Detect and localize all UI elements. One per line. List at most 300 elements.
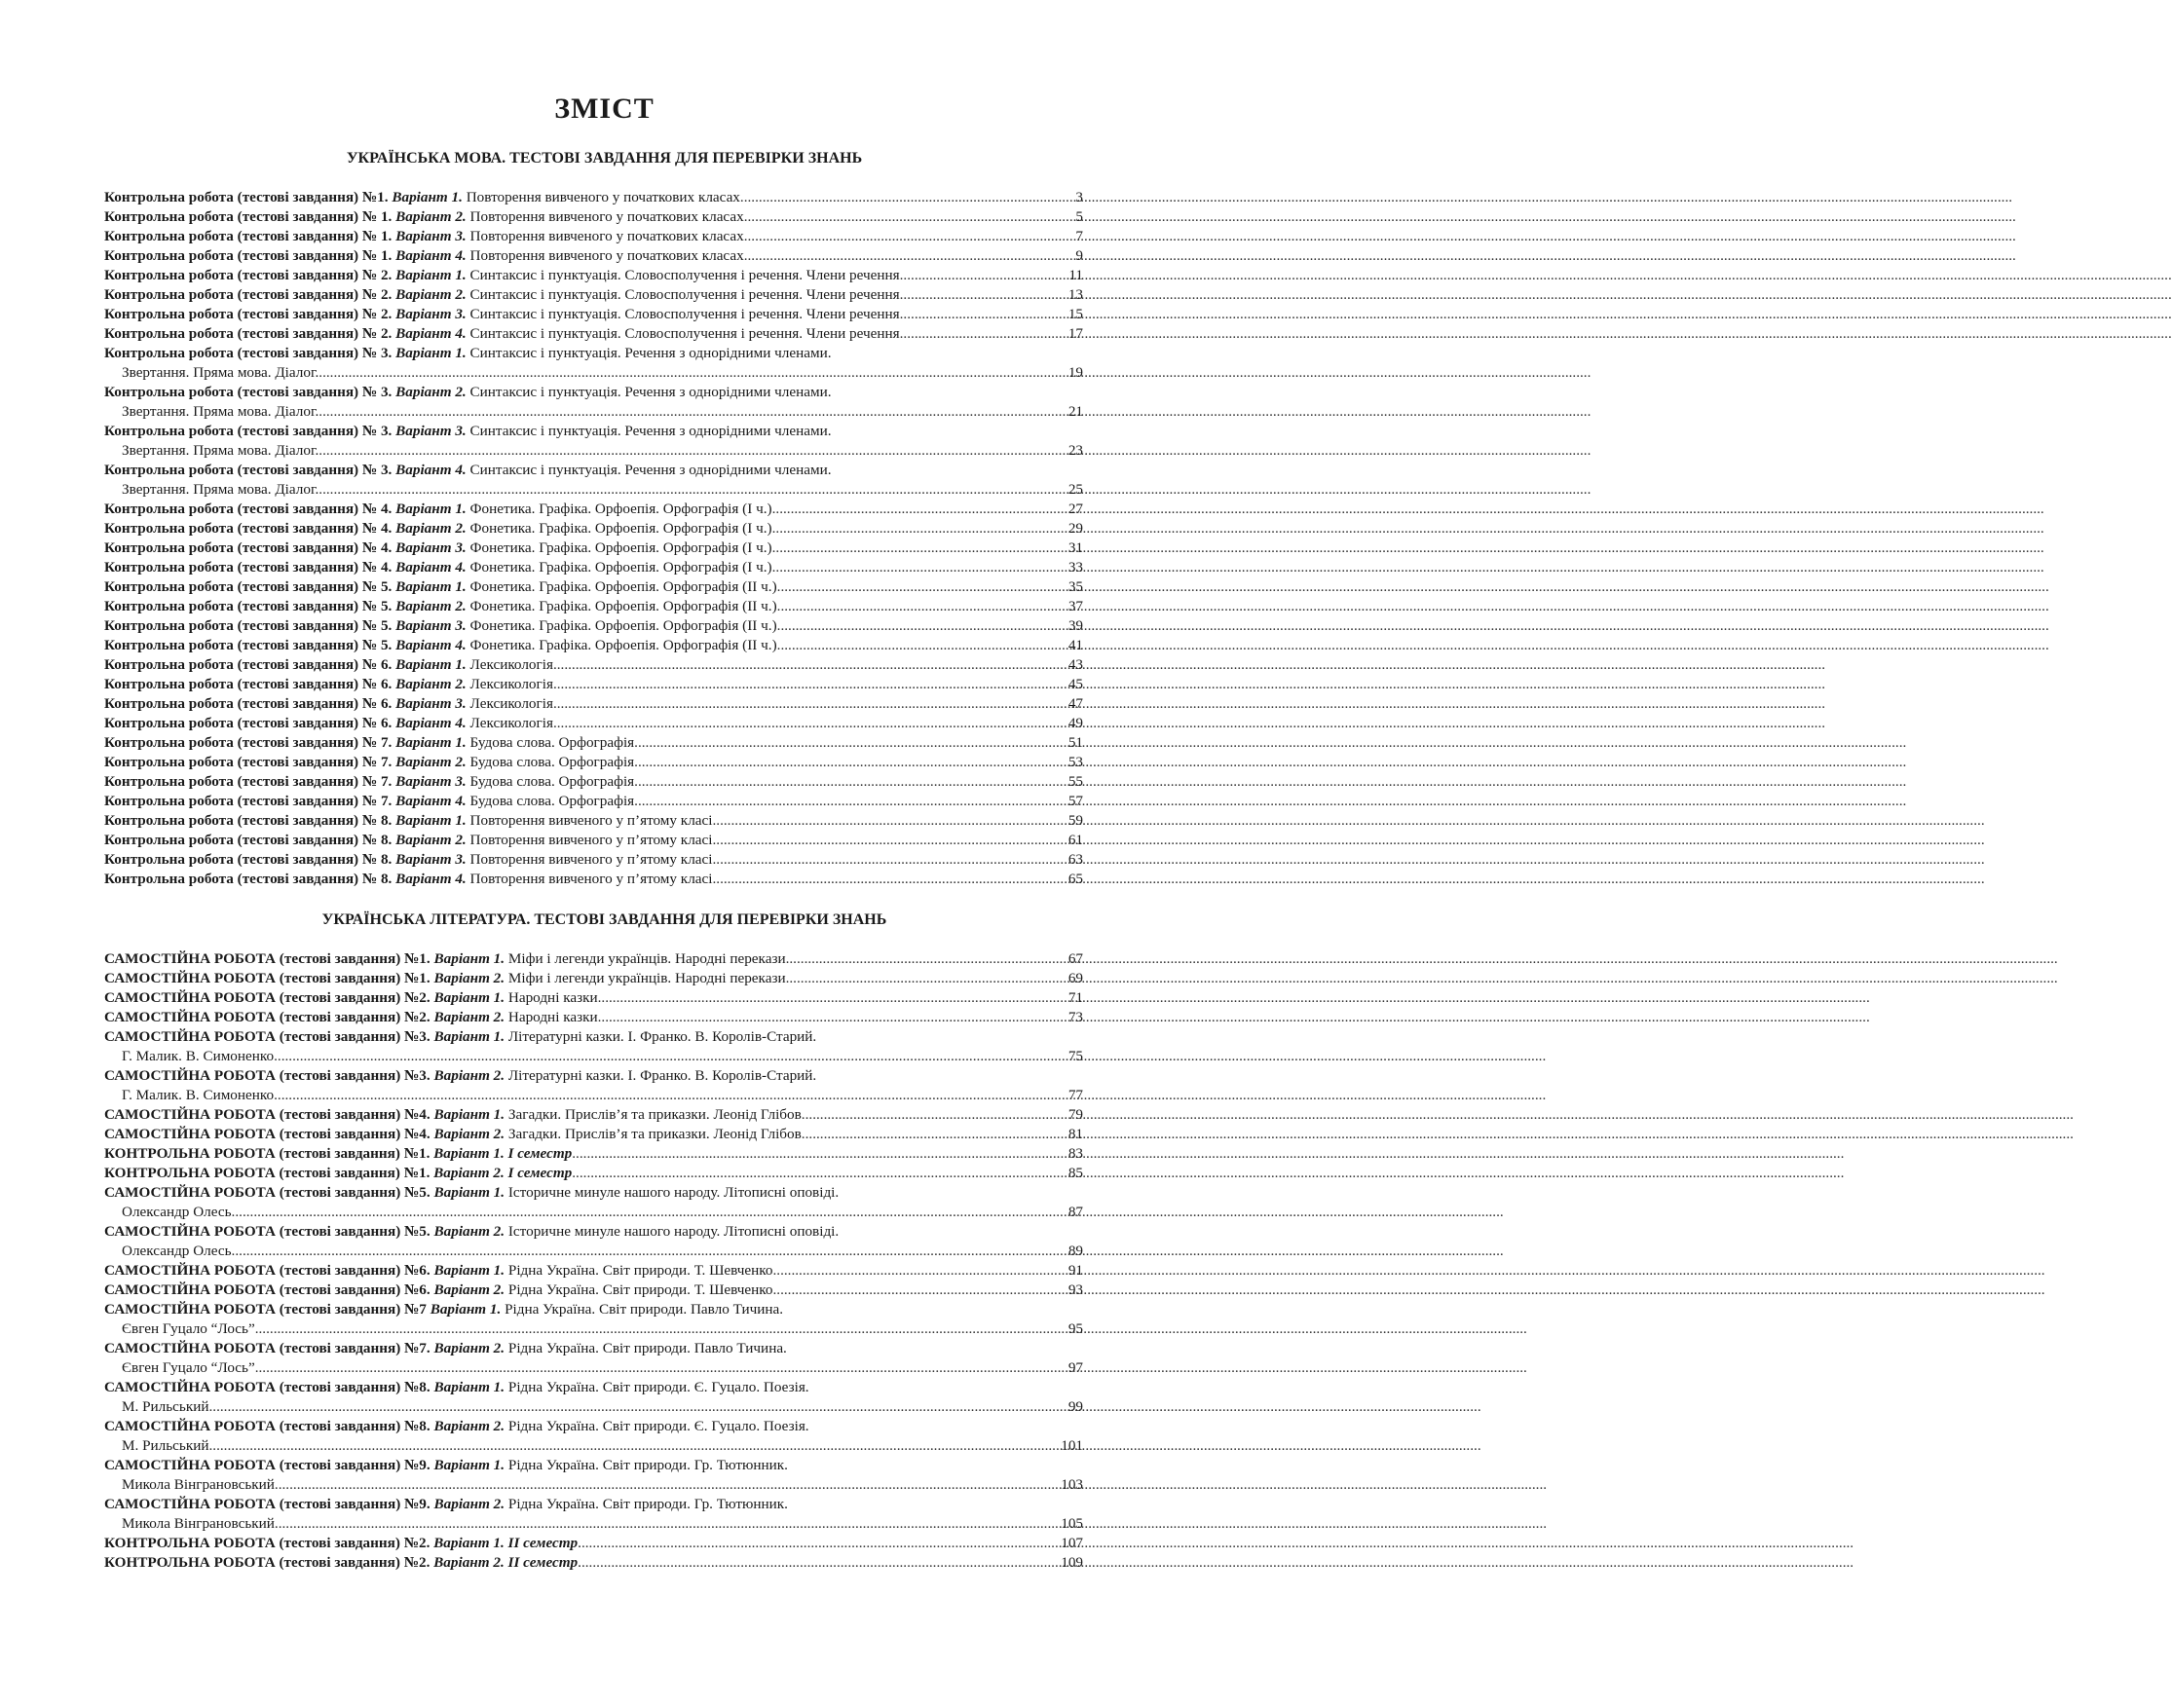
- toc-page-number: 107: [1061, 1535, 1083, 1551]
- toc-page-number: 61: [1067, 832, 1083, 848]
- toc-entry[interactable]: [104, 1164, 1083, 1183]
- toc-entry-text: [104, 1378, 809, 1397]
- toc-entry-work-type: Контрольна робота (тестові завдання) № 4.: [104, 520, 396, 537]
- toc-entry-variant: Варіант 2.: [433, 1496, 506, 1512]
- toc-entry[interactable]: [104, 597, 1083, 616]
- toc-entry[interactable]: [104, 266, 1083, 285]
- dot-leader: [802, 1125, 1067, 1144]
- toc-entry[interactable]: [104, 1534, 1083, 1553]
- toc-entry-variant: Варіант 2.: [395, 208, 467, 225]
- toc-entry[interactable]: [104, 753, 1083, 772]
- toc-entry-variant: Варіант 2.: [433, 1340, 506, 1356]
- toc-entry-work-type: Контрольна робота (тестові завдання) № 5.: [104, 637, 396, 653]
- toc-entry-variant: Варіант 3.: [395, 228, 467, 244]
- toc-entry-text: [104, 949, 786, 969]
- toc-entry-work-type: КОНТРОЛЬНА РОБОТА (тестові завдання) №2.: [104, 1554, 434, 1571]
- toc-entry-line: [104, 1553, 1083, 1573]
- toc-page-number: 55: [1067, 773, 1083, 790]
- toc-list-language: [104, 188, 1083, 889]
- toc-page-number: 23: [1067, 442, 1083, 459]
- toc-entry-topic: Повторення вивченого у п’ятому класі: [466, 812, 713, 829]
- toc-entry-line: [104, 266, 1083, 285]
- toc-page-number: 5: [1075, 208, 1083, 225]
- toc-entry-variant: Варіант 1.: [395, 812, 467, 829]
- toc-page-number: 109: [1061, 1554, 1083, 1571]
- toc-entry[interactable]: [104, 675, 1083, 694]
- toc-entry[interactable]: [104, 1183, 1083, 1222]
- dot-leader: [772, 1261, 1067, 1281]
- toc-entry-text: [104, 655, 553, 675]
- toc-entry-line: [104, 577, 1083, 597]
- toc-entry-text: [104, 772, 634, 792]
- toc-entry-text: [122, 1397, 208, 1417]
- toc-entry-line: [104, 1222, 1083, 1242]
- dot-leader: [553, 655, 1067, 675]
- toc-page-number: 27: [1067, 501, 1083, 517]
- toc-entry[interactable]: [104, 1339, 1083, 1378]
- toc-entry-line: [104, 461, 1083, 480]
- toc-entry-line: [104, 675, 1083, 694]
- toc-entry-topic: Рідна Україна. Світ природи. Гр. Тютюнник.: [505, 1496, 788, 1512]
- toc-entry-line: [104, 988, 1083, 1008]
- toc-entry-line: [104, 1261, 1083, 1281]
- toc-entry[interactable]: [104, 305, 1083, 324]
- toc-entry-line: [104, 227, 1083, 246]
- dot-leader: [772, 500, 1067, 519]
- toc-entry-topic: Будова слова. Орфографія: [466, 754, 635, 770]
- toc-entry-line: [104, 558, 1083, 577]
- toc-entry-text: [104, 1183, 839, 1203]
- toc-entry-variant: Варіант 2.: [433, 1126, 506, 1142]
- toc-entry[interactable]: [104, 344, 1083, 383]
- toc-entry[interactable]: [104, 655, 1083, 675]
- toc-page-number: 21: [1067, 403, 1083, 420]
- dot-leader: [255, 1319, 1067, 1339]
- toc-entry-variant: Варіант 2.: [395, 754, 467, 770]
- toc-entry-work-type: САМОСТІЙНА РОБОТА (тестові завдання) №8.: [104, 1418, 434, 1434]
- toc-page-number: 7: [1075, 228, 1083, 244]
- toc-entry-variant: Варіант 1.: [392, 189, 463, 205]
- toc-entry-variant: Варіант 3.: [395, 617, 467, 634]
- toc-entry[interactable]: [104, 422, 1083, 461]
- toc-entry-variant: Варіант 4.: [395, 247, 467, 264]
- toc-entry[interactable]: [104, 246, 1083, 266]
- dot-leader: [634, 733, 1067, 753]
- toc-entry-text: [104, 1008, 598, 1027]
- toc-entry-text: [122, 1514, 275, 1534]
- toc-page-number: 89: [1067, 1243, 1083, 1259]
- toc-entry[interactable]: [104, 850, 1083, 870]
- toc-entry-text: [104, 1144, 572, 1164]
- toc-entry-text: [104, 1553, 581, 1573]
- toc-entry-variant: Варіант 4.: [395, 715, 467, 731]
- toc-entry-text: [104, 870, 712, 889]
- toc-entry[interactable]: [104, 831, 1083, 850]
- toc-entry-topic: Повторення вивченого у початкових класах: [462, 189, 740, 205]
- toc-entry-work-type: Контрольна робота (тестові завдання) № 7.: [104, 773, 396, 790]
- toc-page-number: 39: [1067, 617, 1083, 634]
- toc-entry-variant: Варіант 2.: [433, 1223, 506, 1240]
- toc-entry-topic: Історичне минуле нашого народу. Літописні оповіді.: [505, 1184, 840, 1201]
- toc-page-number: 91: [1067, 1262, 1083, 1279]
- toc-page-number: 65: [1067, 871, 1083, 887]
- toc-entry-line: [104, 870, 1083, 889]
- toc-entry-work-type: САМОСТІЙНА РОБОТА (тестові завдання) №1.: [104, 970, 434, 986]
- toc-entry[interactable]: [104, 811, 1083, 831]
- toc-entry[interactable]: [104, 1105, 1083, 1125]
- toc-entry[interactable]: [104, 1281, 1083, 1300]
- toc-entry-line: [104, 207, 1083, 227]
- toc-entry-variant: Варіант 2.: [433, 1281, 506, 1298]
- toc-entry[interactable]: [104, 188, 1083, 207]
- dot-leader: [572, 1164, 1067, 1183]
- toc-entry[interactable]: [104, 988, 1083, 1008]
- toc-entry-line: [104, 1008, 1083, 1027]
- toc-entry[interactable]: [104, 1417, 1083, 1456]
- dot-leader: [900, 305, 1067, 324]
- toc-entry[interactable]: [104, 383, 1083, 422]
- toc-entry[interactable]: [104, 1027, 1083, 1066]
- toc-entry-variant: Варіант 2.: [433, 970, 506, 986]
- toc-entry-text: [104, 383, 832, 402]
- toc-entry-line: [104, 636, 1083, 655]
- toc-entry-text: [104, 1261, 772, 1281]
- toc-entry-topic-continued: Звертання. Пряма мова. Діалог.: [122, 364, 319, 381]
- dot-leader: [777, 597, 1067, 616]
- dot-leader: [275, 1475, 1060, 1495]
- toc-entry[interactable]: [104, 1456, 1083, 1495]
- toc-entry-line: [104, 753, 1083, 772]
- dot-leader: [318, 363, 1067, 383]
- toc-entry-line: [104, 1534, 1083, 1553]
- toc-entry-topic: Рідна Україна. Світ природи. Павло Тичина.: [505, 1340, 787, 1356]
- dot-leader: [634, 792, 1067, 811]
- toc-entry[interactable]: [104, 324, 1083, 344]
- dot-leader: [772, 538, 1067, 558]
- toc-entry[interactable]: [104, 461, 1083, 500]
- toc-entry-work-type: САМОСТІЙНА РОБОТА (тестові завдання) №2.: [104, 1009, 434, 1025]
- toc-entry[interactable]: [104, 714, 1083, 733]
- toc-entry-topic-continued: Микола Вінграновський: [122, 1515, 275, 1532]
- toc-entry[interactable]: [104, 1495, 1083, 1534]
- toc-entry-topic-continued: Г. Малик. В. Симоненко: [122, 1048, 275, 1064]
- toc-entry-variant: Варіант 2.: [395, 676, 467, 692]
- toc-entry-line: [104, 733, 1083, 753]
- toc-entry[interactable]: [104, 1222, 1083, 1261]
- toc-entry-work-type: Контрольна робота (тестові завдання) № 2.: [104, 306, 396, 322]
- toc-entry-line-continued: [104, 1242, 1083, 1261]
- toc-entry-work-type: САМОСТІЙНА РОБОТА (тестові завдання) №9.: [104, 1457, 434, 1473]
- toc-entry-work-type: Контрольна робота (тестові завдання) № 2.: [104, 267, 396, 283]
- toc-entry[interactable]: [104, 870, 1083, 889]
- toc-entry-line: [104, 246, 1083, 266]
- toc-entry-variant: Варіант 1.: [395, 501, 467, 517]
- toc-entry[interactable]: [104, 1144, 1083, 1164]
- toc-entry-variant: Варіант 2.: [395, 520, 467, 537]
- toc-entry-work-type: КОНТРОЛЬНА РОБОТА (тестові завдання) №2.: [104, 1535, 434, 1551]
- toc-entry-topic: Повторення вивченого у п’ятому класі: [466, 851, 713, 868]
- toc-entry-work-type: Контрольна робота (тестові завдання) № 2.: [104, 325, 396, 342]
- dot-leader: [553, 694, 1067, 714]
- toc-entry[interactable]: [104, 227, 1083, 246]
- toc-entry-work-type: САМОСТІЙНА РОБОТА (тестові завдання) №6.: [104, 1262, 434, 1279]
- toc-entry-text: [104, 577, 777, 597]
- toc-entry-line-continued: [104, 441, 1083, 461]
- toc-entry-text: [104, 1125, 802, 1144]
- toc-entry-line: [104, 1339, 1083, 1358]
- toc-entry-variant: Варіант 2.: [433, 1418, 506, 1434]
- toc-entry[interactable]: [104, 636, 1083, 655]
- toc-entry-line: [104, 772, 1083, 792]
- toc-entry-work-type: Контрольна робота (тестові завдання) № 6.: [104, 676, 396, 692]
- toc-entry-topic: Повторення вивченого у п’ятому класі: [466, 871, 713, 887]
- toc-entry-line: [104, 1105, 1083, 1125]
- toc-page-number: 75: [1067, 1048, 1083, 1064]
- toc-page-number: 19: [1067, 364, 1083, 381]
- toc-entry-line-continued: [104, 363, 1083, 383]
- toc-entry-line: [104, 831, 1083, 850]
- dot-leader: [553, 714, 1067, 733]
- toc-entry-variant: Варіант 3.: [395, 306, 467, 322]
- dot-leader: [772, 1281, 1067, 1300]
- toc-entry-variant: Варіант 2.: [395, 598, 467, 614]
- toc-entry-text: [104, 675, 553, 694]
- toc-entry-topic: Фонетика. Графіка. Орфоепія. Орфографія (І ч.): [466, 539, 772, 556]
- toc-entry-variant: Варіант 3.: [395, 423, 467, 439]
- toc-entry-variant: Варіант 1.: [395, 734, 467, 751]
- toc-entry-text: [104, 694, 553, 714]
- dot-leader: [581, 1534, 1060, 1553]
- toc-entry-text: [104, 733, 634, 753]
- toc-entry-text: [104, 1417, 809, 1436]
- dot-leader: [232, 1203, 1067, 1222]
- dot-leader: [900, 285, 1067, 305]
- toc-entry-work-type: Контрольна робота (тестові завдання) № 7.: [104, 734, 396, 751]
- toc-page-number: 87: [1067, 1204, 1083, 1220]
- toc-page-number: 49: [1067, 715, 1083, 731]
- toc-entry-text: [104, 500, 772, 519]
- toc-entry-topic: Фонетика. Графіка. Орфоепія. Орфографія (ІІ ч.): [466, 637, 777, 653]
- toc-entry-topic: Синтаксис і пунктуація. Речення з однорідними членами.: [466, 345, 832, 361]
- toc-entry-line: [104, 1456, 1083, 1475]
- toc-entry-line: [104, 694, 1083, 714]
- dot-leader: [744, 227, 1075, 246]
- toc-entry-variant: Варіант 2. І семестр: [433, 1165, 573, 1181]
- toc-list-literature: [104, 949, 1083, 1573]
- toc-entry-topic: .: [578, 1535, 581, 1551]
- toc-entry-topic: Фонетика. Графіка. Орфоепія. Орфографія (ІІ ч.): [466, 617, 777, 634]
- toc-entry-line-continued: [104, 1047, 1083, 1066]
- toc-entry-variant: Варіант 4.: [395, 325, 467, 342]
- toc-entry-line-continued: [104, 1436, 1083, 1456]
- toc-page-number: 103: [1061, 1476, 1083, 1493]
- toc-page-number: 29: [1067, 520, 1083, 537]
- toc-entry[interactable]: [104, 1378, 1083, 1417]
- toc-entry-work-type: Контрольна робота (тестові завдання) № 4.: [104, 501, 396, 517]
- toc-entry-work-type: САМОСТІЙНА РОБОТА (тестові завдання) №9.: [104, 1496, 434, 1512]
- toc-entry-line: [104, 1378, 1083, 1397]
- toc-entry-work-type: Контрольна робота (тестові завдання) № 3.: [104, 423, 396, 439]
- toc-entry-topic-continued: Звертання. Пряма мова. Діалог.: [122, 481, 319, 498]
- toc-page-number: 47: [1067, 695, 1083, 712]
- toc-entry-work-type: Контрольна робота (тестові завдання) № 5.: [104, 598, 396, 614]
- toc-entry[interactable]: [104, 792, 1083, 811]
- toc-entry-variant: Варіант 1.: [433, 1106, 506, 1123]
- toc-entry-work-type: Контрольна робота (тестові завдання) № 8.: [104, 812, 396, 829]
- dot-leader: [777, 577, 1067, 597]
- dot-leader: [572, 1144, 1067, 1164]
- toc-entry-work-type: Контрольна робота (тестові завдання) № 6.: [104, 715, 396, 731]
- dot-leader: [900, 324, 1067, 344]
- toc-entry-text: [104, 227, 744, 246]
- toc-entry-text: [104, 1281, 772, 1300]
- toc-entry-variant: Варіант 1.: [395, 656, 467, 673]
- toc-entry[interactable]: [104, 969, 1083, 988]
- toc-entry-work-type: Контрольна робота (тестові завдання) № 4.: [104, 559, 396, 576]
- toc-entry-line: [104, 1300, 1083, 1319]
- toc-entry-topic: Лексикологія: [466, 695, 553, 712]
- toc-entry[interactable]: [104, 519, 1083, 538]
- toc-page-number: 105: [1061, 1515, 1083, 1532]
- toc-entry[interactable]: [104, 538, 1083, 558]
- toc-entry-variant: Варіант 2.: [433, 1009, 506, 1025]
- dot-leader: [712, 850, 1067, 870]
- toc-entry-topic: Повторення вивченого у початкових класах: [466, 247, 744, 264]
- toc-entry-text: [122, 1358, 255, 1378]
- toc-page-number: 9: [1075, 247, 1083, 264]
- toc-entry-variant: Варіант 1.: [395, 345, 467, 361]
- toc-entry[interactable]: [104, 733, 1083, 753]
- toc-entry[interactable]: [104, 1066, 1083, 1105]
- toc-entry-topic: Народні казки: [505, 1009, 598, 1025]
- toc-entry-text: [104, 1027, 816, 1047]
- toc-entry[interactable]: [104, 207, 1083, 227]
- toc-entry[interactable]: [104, 577, 1083, 597]
- toc-entry-line: [104, 1495, 1083, 1514]
- dot-leader: [786, 969, 1067, 988]
- toc-entry-line: [104, 500, 1083, 519]
- toc-entry-topic: Фонетика. Графіка. Орфоепія. Орфографія (І ч.): [466, 501, 772, 517]
- toc-entry-variant: Варіант 2.: [395, 384, 467, 400]
- toc-entry[interactable]: [104, 1553, 1083, 1573]
- toc-entry-work-type: Контрольна робота (тестові завдання) № 8.: [104, 832, 396, 848]
- toc-entry-topic-continued: Олександр Олесь: [122, 1243, 232, 1259]
- toc-entry-work-type: Контрольна робота (тестові завдання) № 7.: [104, 793, 396, 809]
- toc-entry-topic: Фонетика. Графіка. Орфоепія. Орфографія (І ч.): [466, 520, 772, 537]
- toc-entry[interactable]: [104, 616, 1083, 636]
- toc-entry[interactable]: [104, 1008, 1083, 1027]
- toc-entry-text: [104, 519, 772, 538]
- toc-entry-variant: Варіант 1.: [433, 989, 506, 1006]
- toc-entry-line: [104, 1066, 1083, 1086]
- toc-entry[interactable]: [104, 1300, 1083, 1339]
- toc-entry-variant: Варіант 4.: [395, 637, 467, 653]
- toc-entry[interactable]: [104, 949, 1083, 969]
- toc-page-number: 67: [1067, 950, 1083, 967]
- dot-leader: [598, 1008, 1067, 1027]
- toc-page-number: 11: [1068, 267, 1083, 283]
- toc-entry[interactable]: [104, 285, 1083, 305]
- toc-entry[interactable]: [104, 1125, 1083, 1144]
- toc-entry-text: [104, 1105, 802, 1125]
- toc-entry-variant: Варіант 1.: [433, 1028, 506, 1045]
- toc-entry-work-type: САМОСТІЙНА РОБОТА (тестові завдання) №4.: [104, 1106, 434, 1123]
- toc-entry-work-type: Контрольна робота (тестові завдання) № 5.: [104, 578, 396, 595]
- toc-entry-line: [104, 1027, 1083, 1047]
- toc-entry[interactable]: [104, 772, 1083, 792]
- toc-entry-topic: Міфи і легенди українців. Народні перекази: [505, 970, 786, 986]
- toc-entry[interactable]: [104, 694, 1083, 714]
- dot-leader: [786, 949, 1067, 969]
- toc-entry-line: [104, 616, 1083, 636]
- toc-page-number: 69: [1067, 970, 1083, 986]
- toc-page-number: 95: [1067, 1320, 1083, 1337]
- toc-entry-work-type: Контрольна робота (тестові завдання) № 6.: [104, 656, 396, 673]
- toc-page-number: 97: [1067, 1359, 1083, 1376]
- toc-page-number: 53: [1067, 754, 1083, 770]
- toc-entry-topic: Загадки. Прислів’я та приказки. Леонід Глібов: [505, 1106, 802, 1123]
- toc-page-number: 85: [1067, 1165, 1083, 1181]
- toc-entry-text: [122, 1319, 255, 1339]
- toc-entry-topic-continued: Микола Вінграновський: [122, 1476, 275, 1493]
- toc-entry-work-type: САМОСТІЙНА РОБОТА (тестові завдання) №3.: [104, 1067, 434, 1084]
- toc-entry-work-type: Контрольна робота (тестові завдання) № 5.: [104, 617, 396, 634]
- toc-entry-text: [104, 753, 634, 772]
- page-title: ЗМІСТ: [554, 93, 655, 125]
- toc-entry-topic: Рідна Україна. Світ природи. Є. Гуцало. Поезія.: [505, 1418, 809, 1434]
- toc-entry-work-type: Контрольна робота (тестові завдання) № 3.: [104, 462, 396, 478]
- toc-entry[interactable]: [104, 500, 1083, 519]
- toc-entry-text: [122, 441, 318, 461]
- toc-entry-work-type: Контрольна робота (тестові завдання) № 8.: [104, 871, 396, 887]
- toc-entry-line: [104, 383, 1083, 402]
- dot-leader: [777, 636, 1067, 655]
- dot-leader: [712, 870, 1067, 889]
- dot-leader: [777, 616, 1067, 636]
- toc-entry-variant: Варіант 1.: [433, 1379, 506, 1395]
- toc-entry-line: [104, 811, 1083, 831]
- toc-entry-text: [104, 1300, 783, 1319]
- toc-entry-variant: Варіант 3.: [395, 539, 467, 556]
- toc-page-number: 73: [1067, 1009, 1083, 1025]
- toc-entry-topic: Фонетика. Графіка. Орфоепія. Орфографія (ІІ ч.): [466, 598, 777, 614]
- toc-entry-topic: Рідна Україна. Світ природи. Гр. Тютюнник.: [505, 1457, 788, 1473]
- dot-leader: [634, 753, 1067, 772]
- toc-entry-line: [104, 538, 1083, 558]
- dot-leader: [744, 246, 1075, 266]
- toc-entry[interactable]: [104, 558, 1083, 577]
- dot-leader: [598, 988, 1067, 1008]
- toc-entry-text: [104, 850, 712, 870]
- toc-entry-variant: Варіант 4.: [395, 793, 467, 809]
- toc-page-number: 45: [1067, 676, 1083, 692]
- toc-entry[interactable]: [104, 1261, 1083, 1281]
- toc-entry-text: [122, 1242, 232, 1261]
- dot-leader: [232, 1242, 1067, 1261]
- toc-entry-line: [104, 1281, 1083, 1300]
- dot-leader: [581, 1553, 1060, 1573]
- toc-entry-line-continued: [104, 1514, 1083, 1534]
- toc-entry-topic: Фонетика. Графіка. Орфоепія. Орфографія (І ч.): [466, 559, 772, 576]
- dot-leader: [255, 1358, 1067, 1378]
- toc-entry-text: [104, 324, 900, 344]
- toc-entry-variant: Варіант 1.: [395, 267, 467, 283]
- toc-entry-line-continued: [104, 1319, 1083, 1339]
- toc-entry-line: [104, 324, 1083, 344]
- toc-entry-line: [104, 285, 1083, 305]
- toc-entry-topic-continued: Євген Гуцало “Лось”: [122, 1320, 255, 1337]
- toc-entry-work-type: Контрольна робота (тестові завдання) № 1.: [104, 228, 396, 244]
